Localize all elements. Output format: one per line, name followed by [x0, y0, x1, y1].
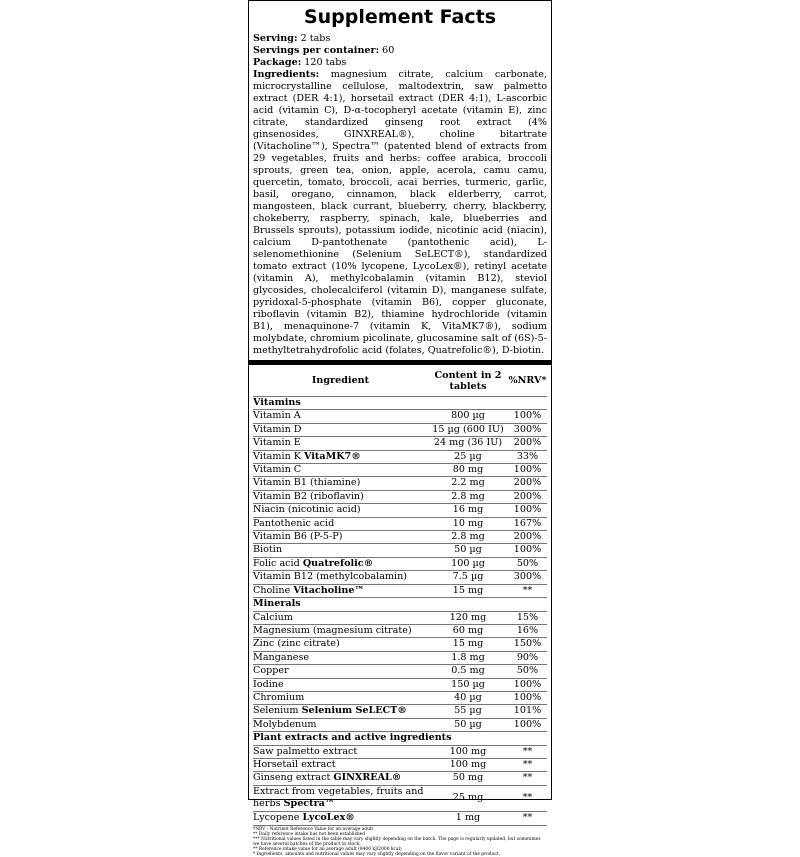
- ingredient-name-text: Vitamin B6 (P-5-P): [253, 531, 343, 543]
- ingredient-nrv: 50%: [508, 665, 547, 678]
- ingredient-name-text: Ginseng extract: [253, 772, 334, 784]
- ingredient-name-text: Vitamin A: [253, 410, 301, 422]
- ingredient-amount: 50 µg: [428, 544, 508, 557]
- table-row: [253, 638, 547, 651]
- ingredient-name: [253, 584, 428, 597]
- table-row: [253, 651, 547, 664]
- section-vitamins-heading: Vitamins: [253, 397, 547, 410]
- ingredient-name: [253, 624, 428, 637]
- footnote-line: * Ingredients, amounts and nutritional values may vary slightly depending on the flavor variant of the product.: [253, 852, 501, 857]
- ingredient-name: [253, 745, 428, 758]
- ingredient-nrv: **: [508, 758, 547, 771]
- table-row: [253, 490, 547, 503]
- ingredient-nrv: 16%: [508, 624, 547, 637]
- ingredient-nrv: 50%: [508, 557, 547, 570]
- ingredient-name: [253, 691, 428, 704]
- table-row: [253, 464, 547, 477]
- servings-per-container-label: Servings per container:: [253, 45, 380, 56]
- ingredient-amount: 7.5 µg: [428, 571, 508, 584]
- table-row: [253, 611, 547, 624]
- ingredient-nrv: 90%: [508, 651, 547, 664]
- footnote-line: *** Nutritional values listed in the table may vary slightly depending on the batch. The page is regularly updated, but sometimes we have several batches of the product in stock.: [253, 837, 541, 847]
- ingredient-amount: 100 µg: [428, 557, 508, 570]
- ingredient-nrv: 100%: [508, 544, 547, 557]
- ingredient-brand: Spectra™: [283, 798, 335, 810]
- ingredient-name: [253, 678, 428, 691]
- ingredients-text: magnesium citrate, calcium carbonate, microcrystalline cellulose, maltodextrin, saw palmetto extract (DER 4:1), horsetail extract (DER 4:1), L-ascorbic acid (vitamin C), D-α-tocopheryl acetate (vitamin E), zinc citrate, standardized ginseng root extract (4% ginsenosides, GINXREAL®), choline bitartrate (Vitacholine™), Spectra™ (patented blend of extracts from 29 vegetables, fruits and herbs: coffee arabica, broccoli sprouts, green tea, onion, apple, acerola, camu camu, quercetin, tomato, broccoli, acai berries, turmeric, garlic, basil, oregano, cinnamon, black elderberry, carrot, mangosteen, black currant, blueberry, cherry, blackberry, chokeberry, raspberry, spinach, kale, blueberries and Brussels sprouts), potassium iodide, nicotinic acid (niacin), calcium D-pantothenate (pantothenic acid), L-selenomethionine (Selenium SeLECT®), standardized tomato extract (10% lycopene, LycoLex®), retinyl acetate (vitamin A), methylcobalamin (vitamin B12), steviol glycosides, cholecalciferol (vitamin D), manganese sulfate, pyridoxal-5-phosphate (vitamin B6), copper gluconate, riboflavin (vitamin B2), thiamine hydrochloride (vitamin B1), menaquinone-7 (vitamin K, VitaMK7®), sodium molybdate, chromium picolinate, glucosamine salt of (6S)-5-methyltetrahydrofolic acid (folates, Quatrefolic®), D-biotin.: [253, 69, 547, 356]
- ingredient-name-text: Niacin (nicotinic acid): [253, 504, 361, 516]
- table-row: [253, 665, 547, 678]
- ingredient-name-text: Vitamin C: [253, 464, 302, 476]
- table-row: [253, 504, 547, 517]
- ingredient-amount: 55 µg: [428, 705, 508, 718]
- package-line: [253, 57, 547, 69]
- ingredient-amount: 100 mg: [428, 758, 508, 771]
- ingredient-amount: 15 mg: [428, 638, 508, 651]
- package-value: 120 tabs: [301, 57, 347, 68]
- ingredient-name-text: Calcium: [253, 611, 293, 623]
- ingredient-amount: 25 mg: [428, 785, 508, 811]
- footnote-line: ** Reference intake value for an average adult (8400 kJ/2000 kcal): [253, 847, 402, 852]
- ingredient-amount: 50 mg: [428, 772, 508, 785]
- supplement-facts-label: [248, 0, 552, 857]
- ingredient-nrv: 300%: [508, 423, 547, 436]
- table-row: [253, 571, 547, 584]
- ingredient-name: [253, 437, 428, 450]
- ingredient-name-text: Vitamin K: [253, 450, 305, 462]
- footnotes: [253, 825, 547, 857]
- ingredient-nrv: 100%: [508, 691, 547, 704]
- table-row: [253, 450, 547, 463]
- ingredient-nrv: 100%: [508, 410, 547, 423]
- ingredient-name: [253, 464, 428, 477]
- package-label: Package:: [253, 57, 302, 68]
- table-row: [253, 624, 547, 637]
- ingredient-name: [253, 705, 428, 718]
- table-row: [253, 477, 547, 490]
- table-row: [253, 745, 547, 758]
- ingredient-name: [253, 772, 428, 785]
- ingredient-name-text: Horsetail extract: [253, 758, 336, 770]
- servings-per-container-value: 60: [379, 45, 395, 56]
- table-row: [253, 437, 547, 450]
- table-row: [253, 691, 547, 704]
- ingredient-name-text: Zinc (zinc citrate): [253, 638, 340, 650]
- ingredient-nrv: **: [508, 785, 547, 811]
- ingredient-nrv: 33%: [508, 450, 547, 463]
- table-row: [253, 718, 547, 731]
- ingredient-name: [253, 557, 428, 570]
- ingredient-name: [253, 450, 428, 463]
- section-minerals-heading: Minerals: [253, 598, 547, 611]
- ingredient-brand: VitaMK7®: [304, 450, 361, 462]
- ingredient-name-text: Vitamin E: [253, 437, 301, 449]
- vitamins-rows: [253, 410, 547, 598]
- table-row: [253, 423, 547, 436]
- ingredient-name: [253, 571, 428, 584]
- ingredient-name: [253, 423, 428, 436]
- ingredients-label: Ingredients:: [253, 69, 320, 80]
- ingredient-brand: LycoLex®: [302, 811, 355, 823]
- table-row: [253, 758, 547, 771]
- ingredient-nrv: **: [508, 745, 547, 758]
- ingredient-nrv: 150%: [508, 638, 547, 651]
- ingredient-amount: 1 mg: [428, 811, 508, 824]
- serving-label: Serving:: [253, 33, 298, 44]
- ingredient-nrv: 200%: [508, 490, 547, 503]
- col-nrv-header: %NRV*: [508, 375, 547, 386]
- ingredient-amount: 24 mg (36 IU): [428, 437, 508, 450]
- ingredient-name: [253, 477, 428, 490]
- ingredient-name: [253, 758, 428, 771]
- ingredient-nrv: 15%: [508, 611, 547, 624]
- ingredient-nrv: **: [508, 584, 547, 597]
- ingredient-name: [253, 638, 428, 651]
- table-row: [253, 772, 547, 785]
- ingredient-name-text: Chromium: [253, 691, 305, 703]
- table-row: [253, 785, 547, 811]
- ingredient-nrv: 100%: [508, 718, 547, 731]
- ingredient-nrv: 200%: [508, 437, 547, 450]
- ingredient-name-text: Molybdenum: [253, 718, 317, 730]
- ingredient-name-text: Choline: [253, 584, 294, 596]
- ingredient-amount: 0.5 mg: [428, 665, 508, 678]
- table-row: [253, 517, 547, 530]
- table-row: [253, 678, 547, 691]
- ingredient-brand: Quatrefolic®: [302, 557, 374, 569]
- table-row: [253, 531, 547, 544]
- servings-per-container-line: [253, 45, 547, 57]
- ingredient-amount: 15 µg (600 IU): [428, 423, 508, 436]
- ingredient-nrv: **: [508, 772, 547, 785]
- ingredient-nrv: 300%: [508, 571, 547, 584]
- ingredient-nrv: 100%: [508, 464, 547, 477]
- ingredient-name: [253, 611, 428, 624]
- ingredient-name: [253, 651, 428, 664]
- ingredient-amount: 15 mg: [428, 584, 508, 597]
- ingredient-name: [253, 718, 428, 731]
- ingredient-amount: 1.8 mg: [428, 651, 508, 664]
- ingredient-nrv: 200%: [508, 531, 547, 544]
- table-row: [253, 811, 547, 824]
- ingredient-nrv: 100%: [508, 678, 547, 691]
- ingredient-amount: 150 µg: [428, 678, 508, 691]
- table-row: [253, 584, 547, 597]
- ingredient-name-text: Manganese: [253, 651, 310, 663]
- ingredient-amount: 25 µg: [428, 450, 508, 463]
- ingredient-brand: Vitacholine™: [293, 584, 365, 596]
- footnote-line: *NRV - Nutrient Reference Value for an average adult: [253, 827, 374, 832]
- ingredient-name-text: Vitamin D: [253, 423, 302, 435]
- ingredient-name-text: Extract from vegetables, fruits and herbs: [253, 785, 424, 810]
- ingredient-amount: 120 mg: [428, 611, 508, 624]
- ingredient-name: [253, 517, 428, 530]
- table-header-row: [253, 365, 547, 397]
- ingredient-amount: 60 mg: [428, 624, 508, 637]
- ingredient-name: [253, 504, 428, 517]
- ingredient-name-text: Folic acid: [253, 557, 303, 569]
- label-title: Supplement Facts: [303, 6, 497, 28]
- ingredient-nrv: 167%: [508, 517, 547, 530]
- ingredient-amount: 100 mg: [428, 745, 508, 758]
- ingredient-name-text: Lycopene: [253, 811, 303, 823]
- ingredient-name-text: Selenium: [253, 705, 302, 717]
- plants-rows: [253, 745, 547, 824]
- ingredient-name-text: Vitamin B12 (methylcobalamin): [253, 571, 408, 583]
- ingredient-amount: 40 µg: [428, 691, 508, 704]
- ingredient-nrv: **: [508, 811, 547, 824]
- ingredient-amount: 16 mg: [428, 504, 508, 517]
- ingredient-name: [253, 544, 428, 557]
- minerals-rows: [253, 611, 547, 732]
- col-ingredient-header: Ingredient: [311, 375, 370, 386]
- ingredient-nrv: 200%: [508, 477, 547, 490]
- ingredient-name-text: Pantothenic acid: [253, 517, 335, 529]
- serving-line: [253, 33, 547, 45]
- ingredient-name-text: Vitamin B1 (thiamine): [253, 477, 361, 489]
- ingredient-name-text: Copper: [253, 665, 289, 677]
- ingredient-name-text: Saw palmetto extract: [253, 745, 358, 757]
- serving-value: 2 tabs: [297, 33, 331, 44]
- ingredient-amount: 80 mg: [428, 464, 508, 477]
- ingredient-nrv: 101%: [508, 705, 547, 718]
- table-row: [253, 705, 547, 718]
- table-row: [253, 557, 547, 570]
- ingredient-amount: 10 mg: [428, 517, 508, 530]
- table-row: [253, 410, 547, 423]
- ingredient-nrv: 100%: [508, 504, 547, 517]
- ingredient-name-text: Iodine: [253, 678, 284, 690]
- ingredient-name: [253, 665, 428, 678]
- ingredient-amount: 2.2 mg: [428, 477, 508, 490]
- ingredient-amount: 2.8 mg: [428, 531, 508, 544]
- ingredient-brand: Selenium SeLECT®: [301, 705, 407, 717]
- table-row: [253, 544, 547, 557]
- ingredient-name: [253, 490, 428, 503]
- ingredient-name: [253, 785, 428, 811]
- ingredient-name-text: Biotin: [253, 544, 282, 556]
- ingredient-brand: GINXREAL®: [333, 772, 402, 784]
- ingredient-amount: 2.8 mg: [428, 490, 508, 503]
- ingredient-name: [253, 410, 428, 423]
- section-plants-heading: Plant extracts and active ingredients: [253, 732, 547, 745]
- ingredient-amount: 800 µg: [428, 410, 508, 423]
- ingredient-name-text: Magnesium (magnesium citrate): [253, 624, 412, 636]
- col-content-header: Content in 2 tablets: [434, 369, 502, 392]
- footnote-line: ** Daily reference intake has not been established: [253, 832, 366, 837]
- ingredient-name: [253, 811, 428, 824]
- ingredients-paragraph: [253, 69, 547, 357]
- nutrient-table: [253, 365, 547, 824]
- ingredient-amount: 50 µg: [428, 718, 508, 731]
- ingredient-name: [253, 531, 428, 544]
- ingredient-name-text: Vitamin B2 (riboflavin): [253, 490, 364, 502]
